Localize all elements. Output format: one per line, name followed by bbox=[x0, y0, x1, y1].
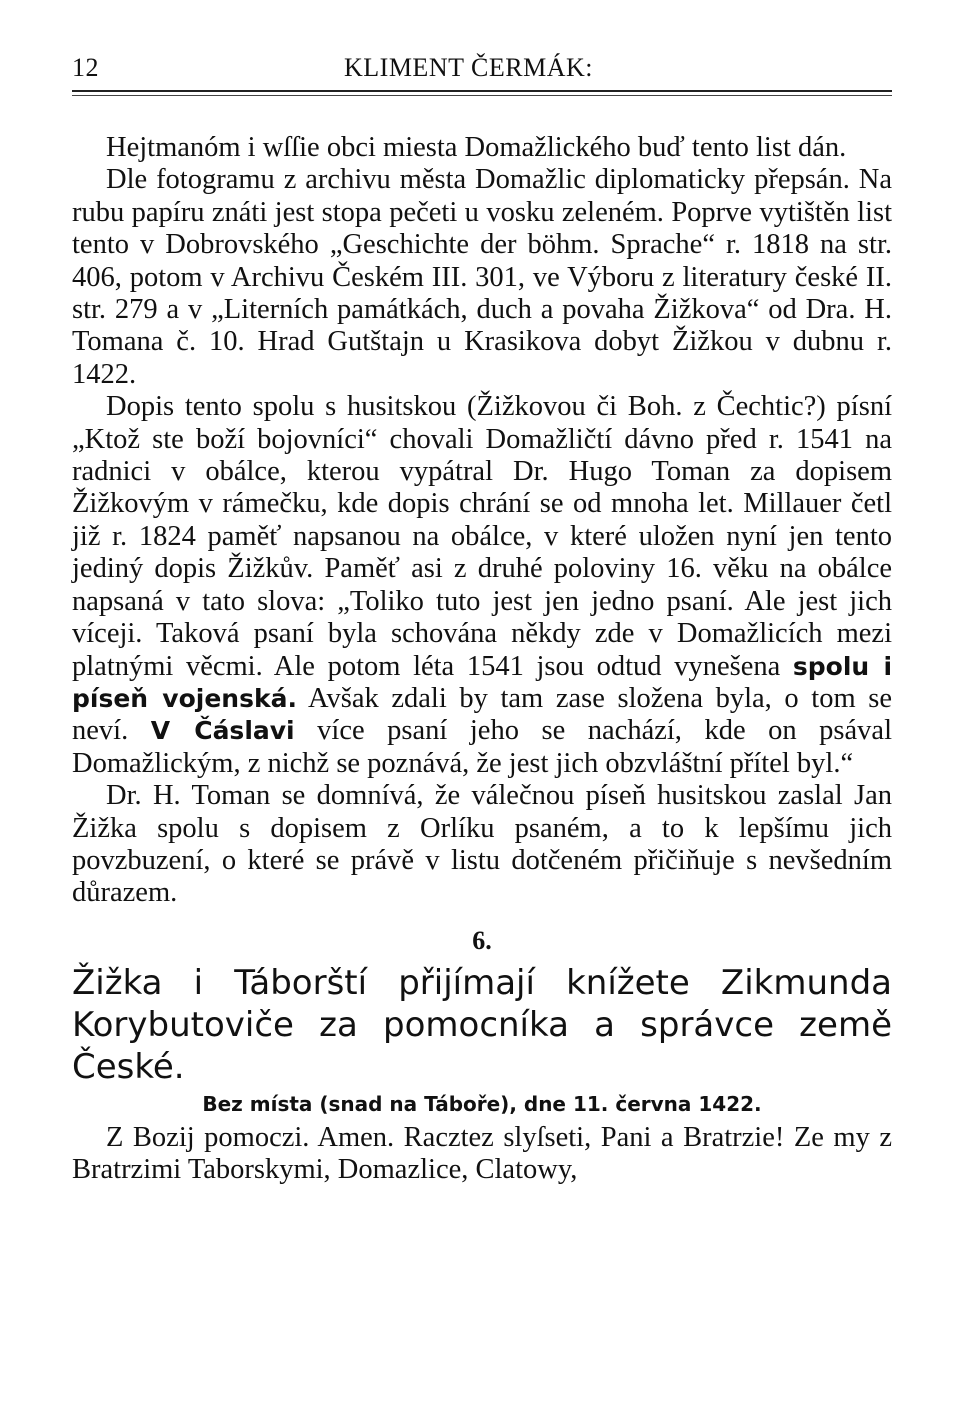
running-head bbox=[72, 40, 892, 84]
header-rule bbox=[72, 90, 892, 92]
section-number: 6. bbox=[472, 925, 492, 955]
running-title: KLIMENT ČERMÁK: bbox=[344, 53, 593, 82]
paragraph-address: Hejtmanóm i wſſie obci miesta Domažlického buď tento list dán. bbox=[106, 132, 847, 163]
paragraph-toman-opinion: Dr. H. Toman se domnívá, že válečnou píseň husitskou zaslal Jan Žižka spolu s dopisem z Orlíku psaném, a to k lepšímu jich povzbuzení, o které se právě v listu dotčeném přičiňuje s nevšedním důrazem. bbox=[72, 780, 892, 909]
emphasis-caslav: V Čáslavi bbox=[150, 716, 295, 746]
body-text bbox=[72, 132, 892, 1187]
paragraph-source-note: Dle fotogramu z archivu města Domažlic diplomaticky přepsán. Na rubu papíru znáti jest stopa pečeti u vosku zeleném. Poprve vytištěn list tento v Dobrovského „Geschichte der böhm. Sprache“ r. 1818 na str. 406, potom v Archivu Českém III. 301, ve Výboru z literatury české II. str. 279 a v „Literních památkách, duch a povaha Žižkova“ od Dra. H. Tomana č. 10. Hrad Gutštajn u Krasikova dobyt Žižkou v dubnu r. 1422. bbox=[72, 164, 892, 390]
envelope-note-end: více psaní jeho se nachází, kde on psával Domažlickým, z nichž se poznává, že jest jich obzvláštní přítel byl.“ bbox=[72, 715, 892, 779]
envelope-note-text: Dopis tento spolu s husitskou (Žižkovou či Boh. z Čechtic?) písní „Ktož ste boží bojovníci“ chovali Domažličtí dávno před r. 1541 na radnici v obálce, kterou vypátral Dr. Hugo Toman za dopisem Žižkovým v rámečku, kde dopis chrání se od mnoha let. Millauer četl již r. 1824 paměť napsanou na obálce, v které uložen nyní jen tento jediný dopis Žižkův. Paměť asi z druhé poloviny 16. věku na obálce napsaná v tato slova: „Toliko tuto jest jen jedno psaní. Ale jest jich víceji. Taková psaní byla schována někdy zde v Domažlicích mezi platnými věcmi. Ale potom léta 1541 jsou odtud vynešena bbox=[72, 391, 892, 682]
envelope-note-continued: Avšak zdali by tam zase složena byla, o tom se neví. bbox=[72, 682, 892, 747]
section-place-date: Bez místa (snad na Táboře), dne 11. června 1422. bbox=[202, 1091, 762, 1116]
emphasis-song: spolu i píseň vojenská. bbox=[72, 651, 893, 713]
header-rule-secondary bbox=[72, 95, 892, 96]
letter-opening: Z Bozij pomoczi. Amen. Racztez slyſseti, Pani a Bratrzie! Ze my z Bratrzimi Taborskymi, Domazlice, Clatowy, bbox=[72, 1121, 892, 1186]
page bbox=[72, 40, 892, 1187]
page-number: 12 bbox=[72, 53, 99, 82]
section-title: Žižka i Táborští přijímají knížete Zikmunda Korybutoviče za pomocníka a správce země České. bbox=[72, 962, 892, 1087]
paragraph-envelope-note bbox=[72, 391, 892, 780]
